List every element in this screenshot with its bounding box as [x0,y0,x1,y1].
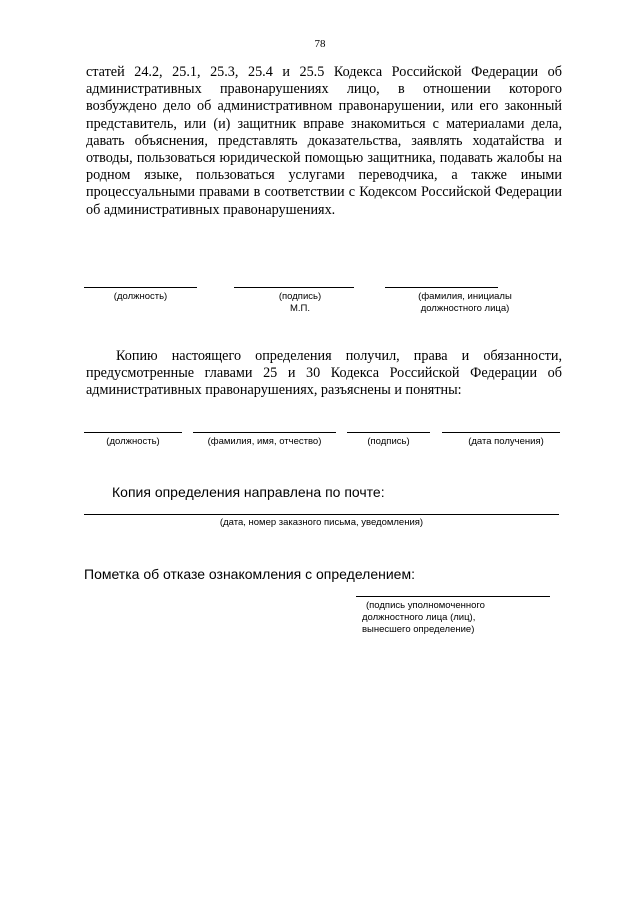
receipt-date-line[interactable] [442,432,560,433]
rights-paragraph: статей 24.2, 25.1, 25.3, 25.4 и 25.5 Кодекса Российской Федерации об административных правонарушениях лицо, в отношении которого возбуждено дело об административном правонарушении, или его законный представитель, или (и) защитник вправе знакомиться с материалами дела, давать объяснения, представлять доказательства, заявлять ходатайства и отводы, пользоваться юридической помощью защитника, подавать жалобы на родном языке, пользоваться услугами переводчика, а также иными процессуальными правами в соответствии с Кодексом Российской Федерации об административных правонарушениях. [86,64,562,218]
authorized-caption-3: вынесшего определение) [362,624,475,635]
authorized-caption-2: должностного лица (лиц), [362,612,476,623]
receipt-paragraph: Копию настоящего определения получил, права и обязанности, предусмотренные главами 25 и 30 Кодекса Российской Федерации об административных правонарушениях, разъяснены и понятны: [86,348,562,399]
page-number: 78 [314,38,326,50]
receiver-position-line[interactable] [84,432,182,433]
receiver-signature-caption: (подпись) [367,436,410,447]
signature-line[interactable] [234,287,354,288]
receiver-name-line[interactable] [193,432,336,433]
official-name-caption-2: должностного лица) [420,303,510,314]
position-caption: (должность) [113,291,168,302]
refusal-label: Пометка об отказе ознакомления с определением: [84,566,415,582]
position-signature-line[interactable] [84,287,197,288]
authorized-signature-line[interactable] [356,596,550,597]
receipt-date-caption: (дата получения) [468,436,544,447]
stamp-caption: М.П. [289,303,311,314]
mail-details-caption: (дата, номер заказного письма, уведомления) [219,517,424,528]
receiver-name-caption: (фамилия, имя, отчество) [207,436,322,447]
official-name-caption: (фамилия, инициалы [418,291,512,302]
mail-label: Копия определения направлена по почте: [112,484,385,500]
signature-caption: (подпись) [278,291,322,302]
receiver-signature-line[interactable] [347,432,430,433]
receiver-position-caption: (должность) [106,436,160,447]
authorized-caption-1: (подпись уполномоченного [366,600,485,611]
official-name-line[interactable] [385,287,498,288]
mail-details-line[interactable] [84,514,559,515]
